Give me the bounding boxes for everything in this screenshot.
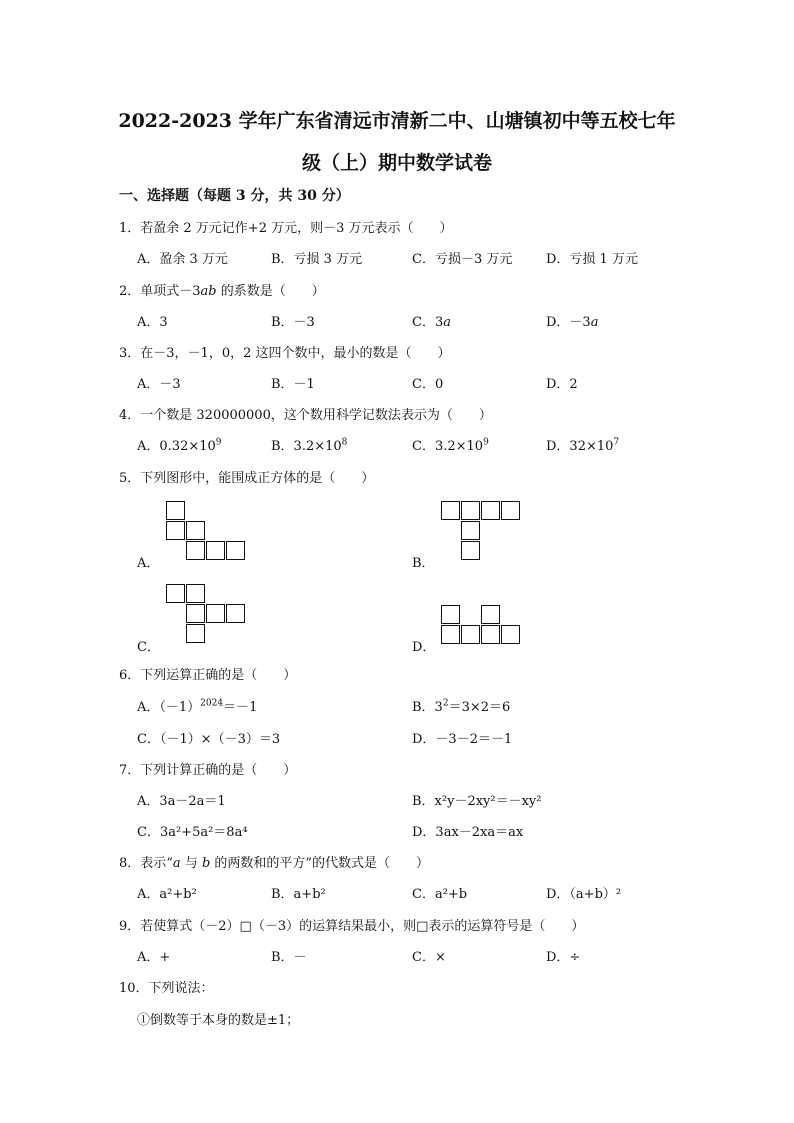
question-10-stem: 10．下列说法： bbox=[119, 981, 214, 996]
q6-option-b bbox=[412, 696, 510, 715]
q4-d-base: D．32×10 bbox=[546, 439, 614, 454]
net-cell bbox=[481, 605, 500, 624]
net-cell bbox=[186, 604, 205, 623]
q6-a-exp: 2024 bbox=[200, 698, 224, 709]
q7-option-a: A．3a－2a＝1 bbox=[137, 794, 226, 809]
question-6-stem: 6．下列运算正确的是（ ） bbox=[119, 668, 297, 683]
q2-option-c bbox=[412, 311, 451, 330]
net-cell bbox=[441, 625, 460, 644]
q2-option-d bbox=[546, 311, 598, 330]
net-cell bbox=[461, 625, 480, 644]
q4-c-exp: 9 bbox=[483, 437, 489, 448]
q10-item-1: ①倒数等于本身的数是±1； bbox=[137, 1013, 300, 1028]
net-cell bbox=[226, 604, 245, 623]
q6-b-pre: B．3 bbox=[412, 700, 443, 715]
net-cell bbox=[186, 521, 205, 540]
net-cell bbox=[461, 521, 480, 540]
q5-option-a-label: A． bbox=[137, 556, 160, 571]
net-cell bbox=[441, 605, 460, 624]
q4-c-base: C．3.2×10 bbox=[412, 439, 484, 454]
net-cell bbox=[166, 584, 185, 603]
q6-b-exp: 2 bbox=[442, 698, 449, 709]
q6-a-pre: A．（－1） bbox=[137, 700, 201, 715]
q3-option-d: D．2 bbox=[546, 377, 578, 392]
q7-option-d: D．3ax－2xa＝ax bbox=[412, 825, 524, 840]
q8-option-a: A．a²+b² bbox=[137, 887, 197, 902]
q2-stem-post: 的系数是（ ） bbox=[216, 284, 325, 299]
q2-stem-pre: 2．单项式－3 bbox=[119, 284, 201, 299]
q4-b-base: B．3.2×10 bbox=[271, 439, 342, 454]
net-cell bbox=[206, 541, 225, 560]
question-4-stem: 4．一个数是 320000000，这个数用科学记数法表示为（ ） bbox=[119, 408, 492, 423]
q6-option-c: C．（－1）×（－3）＝3 bbox=[137, 732, 281, 747]
q9-option-c: C．× bbox=[412, 950, 446, 965]
net-cell bbox=[481, 625, 500, 644]
net-cell bbox=[166, 521, 185, 540]
question-7-stem: 7．下列计算正确的是（ ） bbox=[119, 763, 297, 778]
q8-stem-mid: 与 bbox=[180, 856, 202, 871]
q5-option-c-label: C． bbox=[137, 640, 160, 655]
q4-b-exp: 8 bbox=[341, 437, 348, 448]
q9-option-b: B．－ bbox=[271, 950, 307, 965]
net-cell bbox=[226, 541, 245, 560]
net-cell bbox=[501, 625, 520, 644]
net-cell bbox=[481, 501, 500, 520]
q3-option-b: B．－1 bbox=[271, 377, 315, 392]
q4-option-a bbox=[137, 435, 222, 454]
question-1-stem: 1．若盈余 2 万元记作+2 万元，则－3 万元表示（ ） bbox=[119, 221, 453, 236]
q5-option-d-label: D． bbox=[412, 640, 436, 655]
question-5-stem: 5．下列图形中，能围成正方体的是（ ） bbox=[119, 471, 375, 486]
q8-stem-b: b bbox=[201, 856, 211, 871]
q2-stem-var: ab bbox=[200, 284, 217, 299]
q2-d-var: a bbox=[590, 315, 599, 330]
q1-option-a: A．盈余 3 万元 bbox=[137, 252, 228, 267]
q8-option-b: B．a+b² bbox=[271, 887, 326, 902]
q4-option-b bbox=[271, 435, 347, 454]
q4-d-exp: 7 bbox=[613, 437, 620, 448]
net-cell bbox=[186, 584, 205, 603]
net-cell bbox=[441, 501, 460, 520]
q2-option-b: B．－3 bbox=[271, 315, 315, 330]
net-cell bbox=[166, 501, 185, 520]
net-cell bbox=[461, 501, 480, 520]
q4-a-base: A．0.32×10 bbox=[137, 439, 216, 454]
q6-option-a bbox=[137, 696, 257, 715]
q2-c-pre: C．3 bbox=[412, 315, 444, 330]
net-cell bbox=[501, 501, 520, 520]
q8-stem-post: 的两数和的平方”的代数式是（ ） bbox=[210, 856, 430, 871]
q2-c-var: a bbox=[443, 315, 451, 330]
exam-title-line1: 2022-2023 学年广东省清远市清新二中、山塘镇初中等五校七年 bbox=[118, 110, 676, 132]
q4-a-exp: 9 bbox=[215, 437, 222, 448]
q2-option-a: A．3 bbox=[137, 315, 168, 330]
q9-option-d: D．÷ bbox=[546, 950, 581, 965]
section-heading: 一、选择题（每题 3 分，共 30 分） bbox=[119, 188, 350, 204]
q6-b-post: ＝3×2＝6 bbox=[448, 700, 511, 715]
q4-option-d bbox=[546, 435, 619, 454]
question-2-stem bbox=[119, 280, 325, 299]
q1-option-c: C．亏损－3 万元 bbox=[412, 252, 513, 267]
q6-option-d: D．－3－2＝－1 bbox=[412, 732, 513, 747]
question-3-stem: 3．在－3，－1，0，2 这四个数中，最小的数是（ ） bbox=[119, 346, 451, 361]
q8-stem-pre: 8．表示“ bbox=[119, 856, 173, 871]
q4-option-c bbox=[412, 435, 489, 454]
net-cell bbox=[186, 624, 205, 643]
q3-option-c: C．0 bbox=[412, 377, 444, 392]
q2-d-pre: D．－3 bbox=[546, 315, 591, 330]
q6-a-post: ＝－1 bbox=[223, 700, 258, 715]
question-8-stem bbox=[119, 852, 429, 871]
q8-option-d: D．（a+b）² bbox=[546, 887, 622, 902]
question-9-stem: 9．若使算式（－2）□（－3）的运算结果最小，则□表示的运算符号是（ ） bbox=[119, 919, 585, 934]
net-cell bbox=[186, 541, 205, 560]
q9-option-a: A．+ bbox=[137, 950, 171, 965]
net-cell bbox=[461, 541, 480, 560]
q3-option-a: A．－3 bbox=[137, 377, 181, 392]
q7-option-c: C．3a²+5a²＝8a⁴ bbox=[137, 825, 248, 840]
exam-title-line2: 级（上）期中数学试卷 bbox=[301, 152, 492, 174]
q8-stem-a: a bbox=[172, 856, 181, 871]
q1-option-d: D．亏损 1 万元 bbox=[546, 252, 638, 267]
q7-option-b: B．x²y－2xy²＝－xy² bbox=[412, 794, 542, 809]
q5-option-b-label: B． bbox=[412, 556, 435, 571]
q8-option-c: C．a²+b bbox=[412, 887, 468, 902]
net-cell bbox=[206, 604, 225, 623]
q1-option-b: B．亏损 3 万元 bbox=[271, 252, 363, 267]
